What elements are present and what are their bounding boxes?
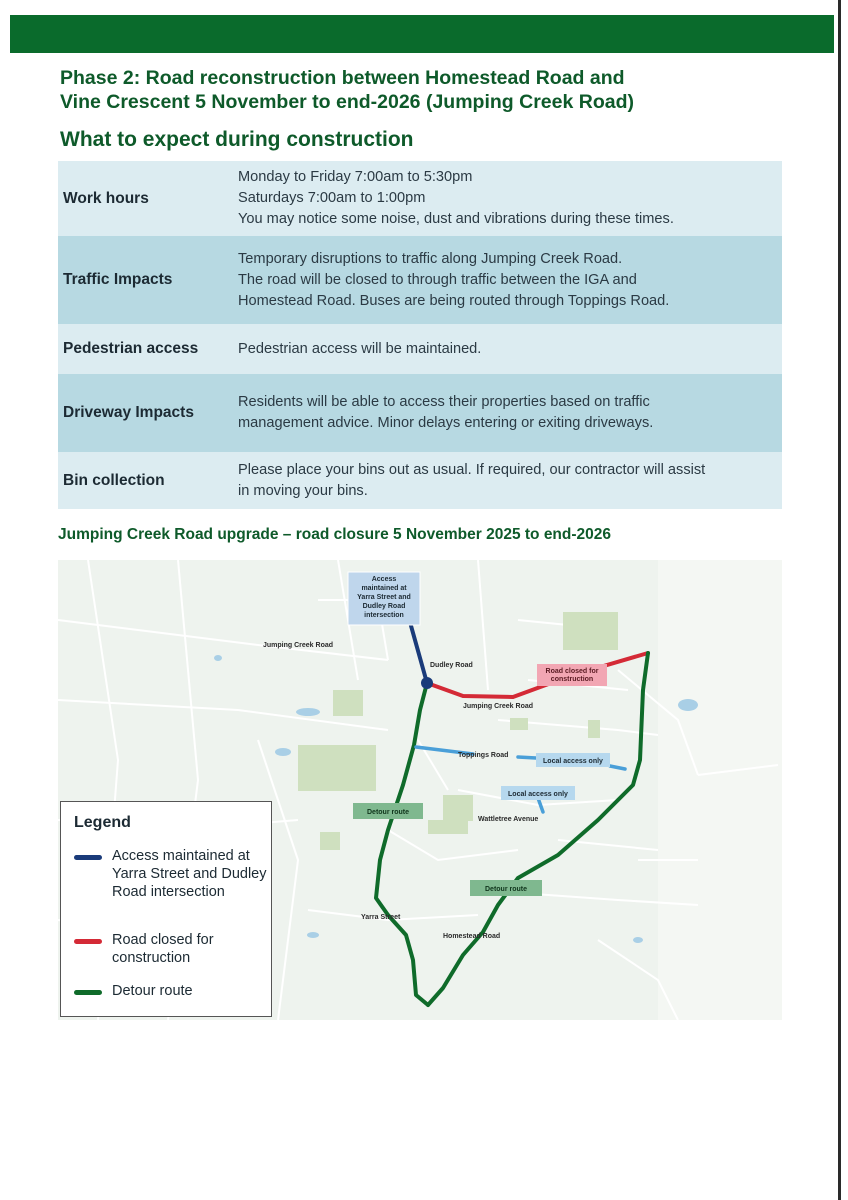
rural-area [658,560,782,1020]
row-line: Monday to Friday 7:00am to 5:30pm [238,169,473,185]
row-value [238,236,776,324]
row-value [238,374,776,452]
park [510,718,528,730]
row-label: Work hours [63,189,149,207]
row-value [238,161,776,236]
legend-swatch [74,939,102,944]
section-title: What to expect during construction [60,128,414,151]
legend-label: Access maintained at Yarra Street and Dudley Road intersection [112,848,267,900]
park [563,612,618,650]
row-line: Pedestrian access will be maintained. [238,340,482,357]
row-line: Homestead Road. Buses are being routed through Toppings Road. [238,292,670,309]
road-label-wattletree: Wattletree Avenue [478,816,539,823]
road-closed-callout-line: Road closed for [545,668,599,675]
local-access-callout-label: Local access only [508,791,568,798]
row-line: Temporary disruptions to traffic along Jumping Creek Road. [238,250,623,267]
row-line: management advice. Minor delays entering or exiting driveways. [238,415,654,431]
row-label: Driveway Impacts [63,404,194,421]
pond [633,937,643,943]
driveway-impacts-row [58,374,782,452]
local-access-line [518,757,536,758]
road-label-homestead: Homestead Road [443,933,501,940]
legend-label: Detour route [112,983,193,999]
legend-label: Road closed for construction [112,932,214,966]
pond [296,708,320,716]
row-label: Bin collection [63,471,165,489]
traffic-impacts-row [58,236,782,324]
map-legend [60,801,272,1017]
legend-title: Legend [74,814,131,831]
park [443,795,473,821]
row-label: Traffic Impacts [63,271,173,288]
park [333,690,363,716]
bin-collection-row [58,452,782,509]
pond [275,748,291,756]
road-label-dudley: Dudley Road [430,662,473,669]
park [588,720,600,738]
phase-title [60,66,800,114]
park [320,832,340,850]
legend-swatch [74,855,102,860]
access-callout-line: Access [371,576,397,583]
road-label-jumping-creek-west: Jumping Creek Road [263,642,334,649]
road-label-jumping-creek-east: Jumping Creek Road [463,703,534,710]
local-access-callout-label: Local access only [543,758,603,765]
top-banner [10,15,834,53]
dudley-road-intersection [421,677,433,689]
row-label: Pedestrian access [63,340,199,357]
row-value [238,324,776,374]
legend-item-detour [74,982,272,1000]
row-line: Residents will be able to access their properties based on traffic [238,394,650,410]
road-closed-callout-line: construction [550,676,594,683]
road-label-toppings: Toppings Road [458,752,509,759]
pond [307,932,319,938]
legend-swatch [74,990,102,995]
access-callout-line: Yarra Street and [357,594,411,601]
work-hours-row [58,161,782,236]
park [298,745,376,791]
access-callout-line: maintained at [361,585,407,592]
page-edge-rule [838,0,841,1200]
phase-title-line-2: Vine Crescent 5 November to end-2026 (Jumping Creek Road) [60,91,634,113]
pond [678,699,698,711]
expectations-table [58,161,782,509]
row-line: Please place your bins out as usual. If required, our contractor will assist [238,461,706,478]
legend-item-closed [74,931,272,967]
phase-title-line-1: Phase 2: Road reconstruction between Homestead Road and [60,67,625,89]
pond [214,655,222,661]
row-value [238,452,776,509]
pedestrian-access-row [58,324,782,374]
detour-callout-label: Detour route [485,886,527,893]
row-line: You may notice some noise, dust and vibrations during these times. [238,211,674,227]
row-line: Saturdays 7:00am to 1:00pm [238,190,426,206]
row-line: in moving your bins. [238,482,368,499]
road-label-yarra: Yarra Street [361,914,401,921]
detour-callout-label: Detour route [367,809,409,816]
row-line: The road will be closed to through traffic between the IGA and [238,271,637,288]
park [428,820,468,834]
access-callout-line: Dudley Road [362,603,406,610]
access-callout-line: intersection [364,612,404,619]
legend-item-access [74,847,272,901]
map-title: Jumping Creek Road upgrade – road closure 5 November 2025 to end-2026 [58,526,612,543]
